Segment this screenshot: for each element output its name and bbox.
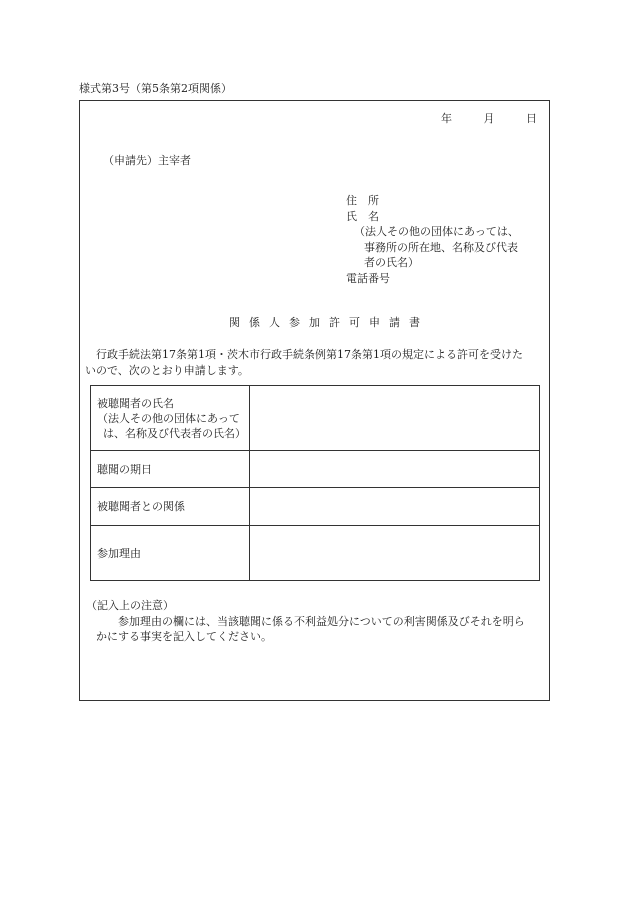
hearing-date-label: 聴聞の期日: [91, 451, 250, 488]
notes-line: 参加理由の欄には、当該聴聞に係る不利益処分についての利害関係及びそれを明ら: [118, 614, 525, 628]
table-row: [91, 386, 540, 451]
date-line: [441, 110, 537, 126]
relationship-label: 被聴聞者との関係: [91, 488, 250, 526]
label-line: は、名称及び代表者の氏名）: [103, 426, 246, 440]
table-row: [91, 451, 540, 488]
form-number: 様式第3号（第5条第2項関係）: [79, 82, 232, 95]
name-label: 氏 名: [346, 209, 379, 223]
application-statement: [85, 347, 547, 379]
corporate-note-line: 者の氏名）: [364, 256, 419, 269]
participation-reason-label: 参加理由: [91, 526, 250, 581]
corporate-note-line: 事務所の所在地、名称及び代表: [364, 240, 518, 254]
entry-notes: [86, 598, 525, 645]
address-label: 住 所: [346, 194, 379, 207]
phone-label: 電話番号: [346, 271, 390, 285]
respondent-name-field[interactable]: [250, 386, 540, 451]
table-row: [91, 488, 540, 526]
table-row: [91, 526, 540, 581]
date-month-label: 月: [483, 112, 495, 125]
corporate-note-line: （法人その他の団体にあっては、: [354, 225, 519, 238]
label-line: （法人その他の団体にあって: [97, 411, 240, 425]
date-day-label: 日: [526, 112, 537, 125]
date-year-label: 年: [441, 112, 452, 125]
relationship-field[interactable]: [250, 488, 540, 526]
statement-line: いので、次のとおり申請します。: [85, 364, 249, 377]
label-line: 被聴聞者の氏名: [97, 396, 174, 410]
corporate-note: [354, 224, 519, 271]
applicant-block: [346, 193, 519, 286]
statement-line: 行政手続法第17条第1項・茨木市行政手続条例第17条第1項の規定による許可を受けた: [96, 348, 523, 361]
hearing-date-field[interactable]: [250, 451, 540, 488]
application-table: [90, 385, 540, 581]
notes-heading: （記入上の注意）: [86, 599, 174, 612]
participation-reason-field[interactable]: [250, 526, 540, 581]
document-title: 関係人参加許可申請書: [229, 316, 429, 329]
addressee: （申請先）主宰者: [103, 154, 191, 167]
notes-line: かにする事実を記入してください。: [96, 630, 272, 643]
respondent-name-label: [91, 386, 250, 451]
